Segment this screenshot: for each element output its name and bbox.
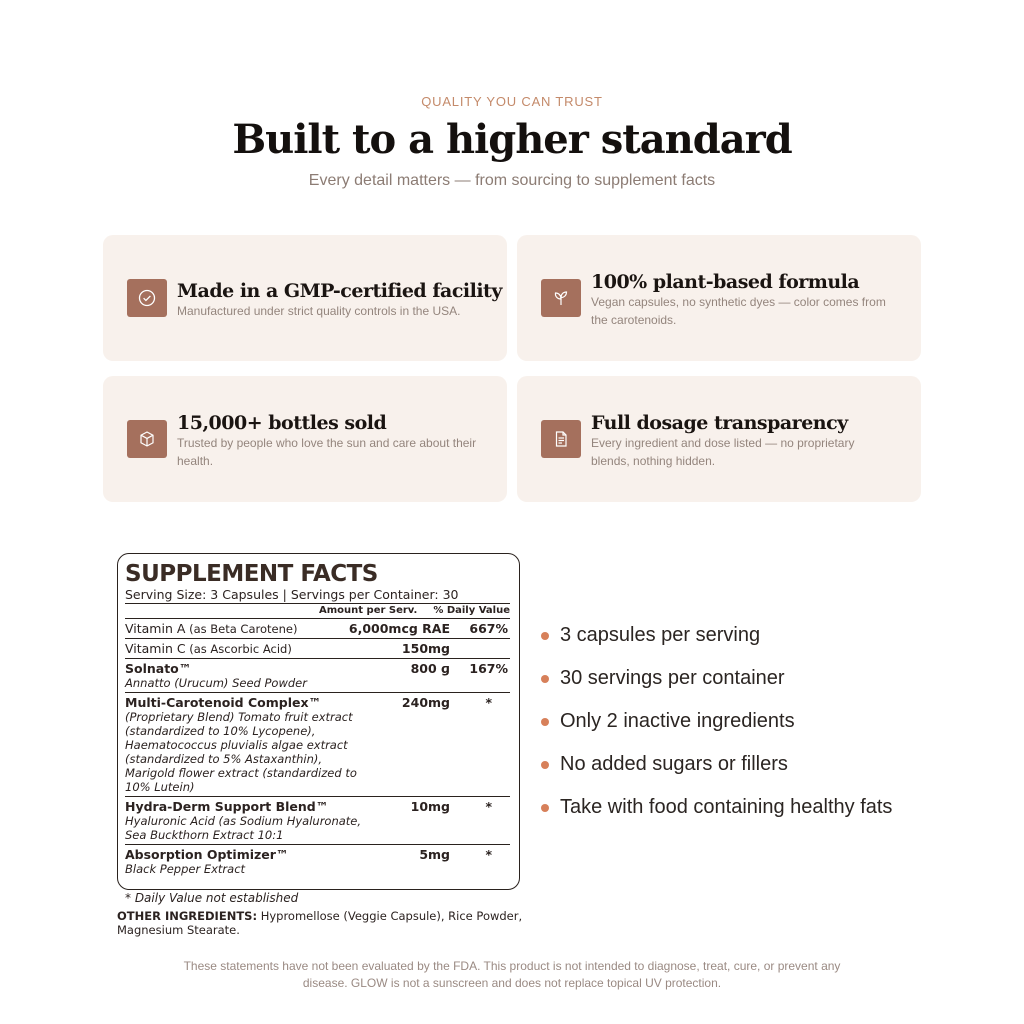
ingredient-amount: 5mg xyxy=(419,847,450,862)
list-item xyxy=(541,657,892,700)
table-row xyxy=(125,639,510,659)
feature-card-transparency xyxy=(517,376,921,502)
list-item xyxy=(541,743,892,786)
list-item xyxy=(541,700,892,743)
supplement-facts-title: SUPPLEMENT FACTS xyxy=(125,561,378,587)
feature-title: 15,000+ bottles sold xyxy=(177,412,387,434)
table-row xyxy=(125,659,510,693)
ingredient-qualifier: (as Ascorbic Acid) xyxy=(185,642,292,656)
eyebrow-label: QUALITY YOU CAN TRUST xyxy=(421,94,603,109)
table-row xyxy=(125,797,510,845)
ingredient-description: (Proprietary Blend) Tomato fruit extract (standardized to 10% Lycopene), Haematococcus pluvialis algae extract (standardized to 5% Astaxanthin), Marigold flower extract (standardized to 10% Lutein) xyxy=(125,710,357,794)
list-item-text: Only 2 inactive ingredients xyxy=(560,710,795,732)
ingredient-name: Vitamin C xyxy=(125,641,186,656)
check-circle-icon xyxy=(127,279,167,317)
ingredient-description: Black Pepper Extract xyxy=(125,862,246,876)
daily-value-column-header: % Daily Value xyxy=(433,605,510,616)
document-icon xyxy=(541,420,581,458)
list-item-text: No added sugars or fillers xyxy=(560,753,788,775)
fda-disclaimer: These statements have not been evaluated by the FDA. This product is not intended to diagnose, treat, cure, or prevent any disease. GLOW is not a sunscreen and does not replace topical UV protection. xyxy=(183,959,841,990)
ingredient-amount: 10mg xyxy=(410,799,450,814)
other-ingredients-text: Hypromellose (Veggie Capsule), Rice Powder, Magnesium Stearate. xyxy=(117,909,523,937)
list-item xyxy=(541,614,892,657)
ingredient-amount: 240mg xyxy=(401,695,450,710)
feature-title: Made in a GMP-certified facility xyxy=(177,280,502,302)
ingredient-name: Solnato™ xyxy=(125,661,192,676)
ingredient-daily-value: * xyxy=(485,847,492,862)
ingredient-daily-value: 167% xyxy=(469,661,508,676)
bullet-dot-icon xyxy=(541,804,549,812)
feature-description: Vegan capsules, no synthetic dyes — color comes from the carotenoids. xyxy=(591,295,886,327)
list-item-text: 3 capsules per serving xyxy=(560,624,761,646)
table-row xyxy=(125,693,510,797)
bullet-dot-icon xyxy=(541,675,549,683)
feature-title: 100% plant-based formula xyxy=(591,271,860,293)
product-highlights-list xyxy=(541,614,892,829)
ingredient-name: Absorption Optimizer™ xyxy=(125,847,289,862)
supplement-facts-panel xyxy=(117,553,520,890)
daily-value-note: * Daily Value not established xyxy=(125,891,299,905)
feature-card-plant-based xyxy=(517,235,921,361)
ingredient-amount: 6,000mcg RAE xyxy=(348,621,450,636)
table-row xyxy=(125,845,510,878)
ingredient-amount: 150mg xyxy=(401,641,450,656)
other-ingredients xyxy=(117,909,537,937)
feature-card-gmp xyxy=(103,235,507,361)
ingredient-name: Vitamin A xyxy=(125,621,186,636)
feature-description: Every ingredient and dose listed — no proprietary blends, nothing hidden. xyxy=(591,436,855,468)
page-title: Built to a higher standard xyxy=(232,116,792,163)
leaf-icon xyxy=(541,279,581,317)
bullet-dot-icon xyxy=(541,761,549,769)
box-icon xyxy=(127,420,167,458)
ingredient-qualifier: (as Beta Carotene) xyxy=(185,622,298,636)
ingredient-daily-value: 667% xyxy=(469,621,508,636)
bullet-dot-icon xyxy=(541,718,549,726)
amount-column-header: Amount per Serv. xyxy=(319,605,418,616)
feature-card-bottles-sold xyxy=(103,376,507,502)
facts-column-headers xyxy=(125,604,510,619)
ingredient-amount: 800 ɡ xyxy=(410,661,450,676)
feature-title: Full dosage transparency xyxy=(591,412,848,434)
ingredient-description: Annatto (Urucum) Seed Powder xyxy=(125,676,307,690)
list-item-text: 30 servings per container xyxy=(560,667,785,689)
table-row xyxy=(125,619,510,639)
page-subtitle: Every detail matters — from sourcing to supplement facts xyxy=(308,172,716,189)
other-ingredients-label: OTHER INGREDIENTS: xyxy=(117,909,258,923)
ingredient-name: Hydra-Derm Support Blend™ xyxy=(125,799,329,814)
feature-description: Manufactured under strict quality controls in the USA. xyxy=(177,304,461,318)
serving-size: Serving Size: 3 Capsules | Servings per Container: 30 xyxy=(125,587,510,604)
ingredient-name: Multi-Carotenoid Complex™ xyxy=(125,695,322,710)
bullet-dot-icon xyxy=(541,632,549,640)
feature-description: Trusted by people who love the sun and care about their health. xyxy=(177,436,477,468)
ingredient-daily-value: * xyxy=(485,695,492,710)
list-item xyxy=(541,786,892,829)
ingredient-daily-value: * xyxy=(485,799,492,814)
list-item-text: Take with food containing healthy fats xyxy=(560,796,893,818)
ingredient-description: Hyaluronic Acid (as Sodium Hyaluronate, Sea Buckthorn Extract 10:1 xyxy=(125,814,362,842)
